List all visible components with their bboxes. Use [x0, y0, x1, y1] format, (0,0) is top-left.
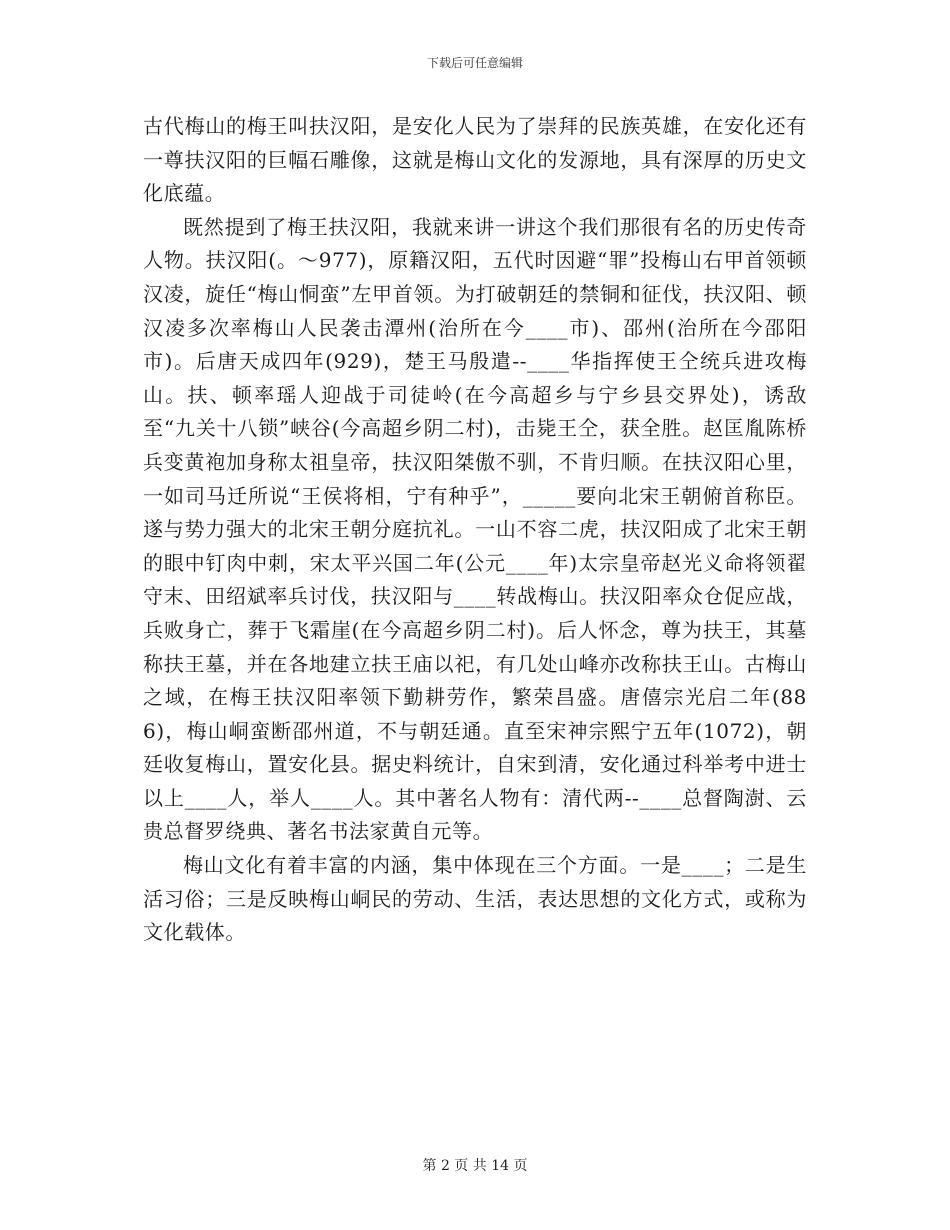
paragraph-2: 既然提到了梅王扶汉阳，我就来讲一讲这个我们那很有名的历史传奇人物。扶汉阳(。～977)，原籍汉阳，五代时因避“罪”投梅山右甲首领顿汉凌，旋任“梅山恫蛮”左甲首领。为打破朝廷的禁铜和征伐，扶汉阳、顿汉凌多次率梅山人民袭击潭州(治所在今____市)、邵州(治所在今邵阳市)。后唐天成四年(929)，楚王马殷遣--____华指挥使王仝统兵进攻梅山。扶、顿率瑶人迎战于司徒岭(在今高超乡与宁乡县交界处)，诱敌至“九关十八锁”峡谷(今高超乡阴二村)，击毙王仝，获全胜。赵匡胤陈桥兵变黄袍加身称太祖皇帝，扶汉阳桀傲不驯，不肯归顺。在扶汉阳心里，一如司马迁所说“王侯将相，宁有种乎”，_____要向北宋王朝俯首称臣。遂与势力强大的北宋王朝分庭抗礼。一山不容二虎，扶汉阳成了北宋王朝的眼中钉肉中刺，宋太平兴国二年(公元____年)太宗皇帝赵光义命将领翟守末、田绍斌率兵讨伐，扶汉阳与____转战梅山。扶汉阳率众仓促应战，兵败身亡，葬于飞霜崖(在今高超乡阴二村)。后人怀念，尊为扶王，其墓称扶王墓，并在各地建立扶王庙以祀，有几处山峰亦改称扶王山。古梅山之域，在梅王扶汉阳率领下勤耕劳作，繁荣昌盛。唐僖宗光启二年(886)，梅山峒蛮断邵州道，不与朝廷通。直至宋神宗熙宁五年(1072)，朝廷收复梅山，置安化县。据史料统计，自宋到清，安化通过科举考中进士以上____人，举人____人。其中著名人物有：清代两--____总督陶澍、云贵总督罗绕典、著名书法家黄自元等。	[143, 214, 807, 844]
page-header-note: 下载后可任意编辑	[426, 56, 523, 70]
page-number-footer: 第 2 页 共 14 页	[422, 1158, 528, 1174]
paragraph-1: 古代梅山的梅王叫扶汉阳，是安化人民为了崇拜的民族英雄，在安化还有一尊扶汉阳的巨幅石雕像，这就是梅山文化的发源地，具有深厚的历史文化底蕴。	[143, 114, 807, 206]
paragraph-3: 梅山文化有着丰富的内涵，集中体现在三个方面。一是____；二是生活习俗；三是反映梅山峒民的劳动、生活，表达思想的文化方式，或称为文化载体。	[143, 853, 807, 945]
document-body	[143, 110, 807, 950]
